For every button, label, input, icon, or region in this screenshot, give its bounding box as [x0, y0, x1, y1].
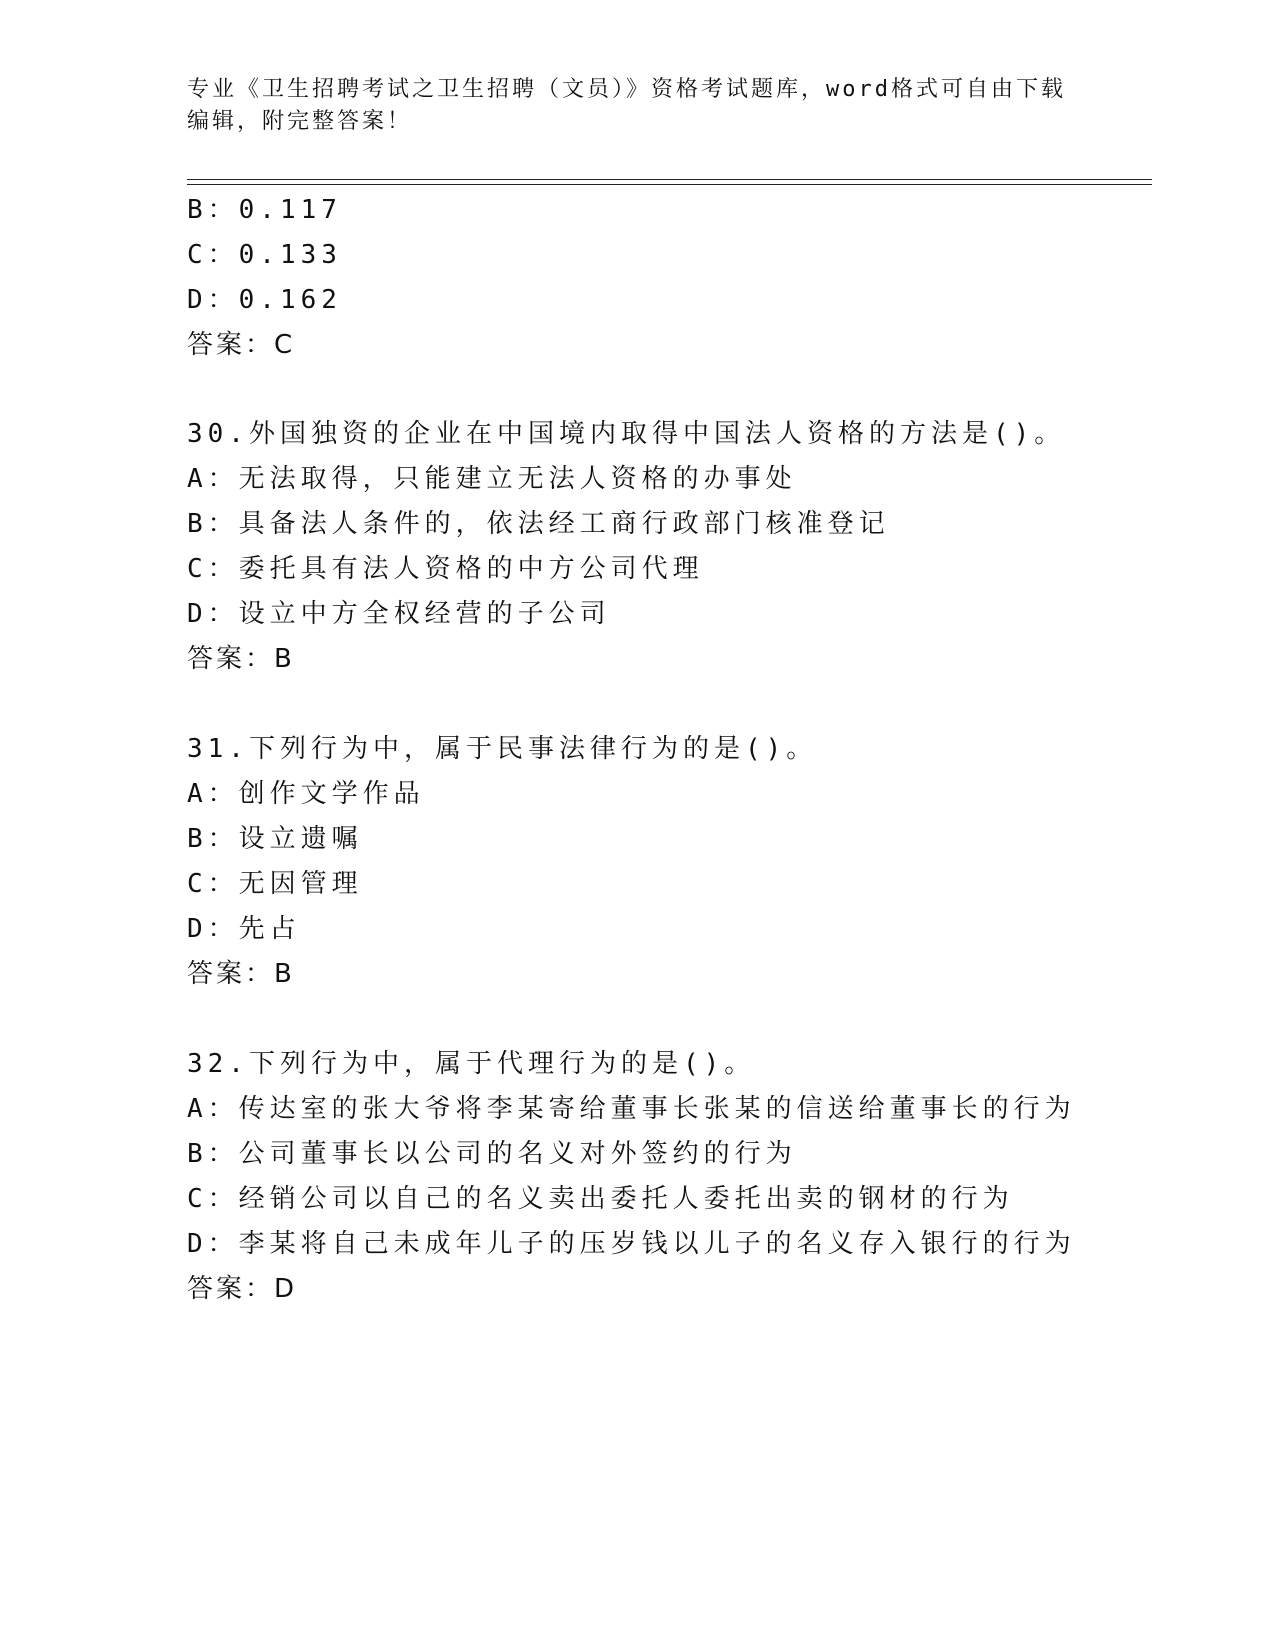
header-divider-bottom — [187, 184, 1152, 185]
option-c: C：无因管理 — [187, 869, 363, 899]
answer-line: 答案：B — [187, 644, 295, 674]
option-b: B：具备法人条件的，依法经工商行政部门核准登记 — [187, 509, 890, 539]
option-d: D：设立中方全权经营的子公司 — [187, 599, 611, 629]
answer-line: 答案：D — [187, 1274, 298, 1304]
header-divider-top — [187, 179, 1152, 180]
option-a: A：无法取得，只能建立无法人资格的办事处 — [187, 464, 797, 494]
question-stem: 32.下列行为中，属于代理行为的是()。 — [187, 1049, 756, 1079]
option-b: B：公司董事长以公司的名义对外签约的行为 — [187, 1139, 797, 1169]
answer-line: 答案：C — [187, 330, 296, 360]
option-b: B：设立遗嘱 — [187, 824, 363, 854]
option-a: A：创作文学作品 — [187, 779, 425, 809]
question-stem: 30.外国独资的企业在中国境内取得中国法人资格的方法是()。 — [187, 419, 1066, 449]
option-d: D：李某将自己未成年儿子的压岁钱以儿子的名义存入银行的行为 — [187, 1229, 1076, 1259]
answer-line: 答案：B — [187, 959, 295, 989]
option-d: D：0.162 — [187, 285, 342, 315]
option-c: C：委托具有法人资格的中方公司代理 — [187, 554, 704, 584]
option-b: B：0.117 — [187, 195, 342, 225]
question-stem: 31.下列行为中，属于民事法律行为的是()。 — [187, 734, 818, 764]
option-c: C：经销公司以自己的名义卖出委托人委托出卖的钢材的行为 — [187, 1184, 1014, 1214]
option-c: C：0.133 — [187, 240, 342, 270]
header-line-2: 编辑，附完整答案！ — [187, 109, 413, 134]
header-line-1: 专业《卫生招聘考试之卫生招聘（文员）》资格考试题库，word格式可自由下载 — [187, 77, 1066, 102]
option-a: A：传达室的张大爷将李某寄给董事长张某的信送给董事长的行为 — [187, 1094, 1076, 1124]
option-d: D：先占 — [187, 914, 301, 944]
document-header — [187, 74, 1087, 138]
